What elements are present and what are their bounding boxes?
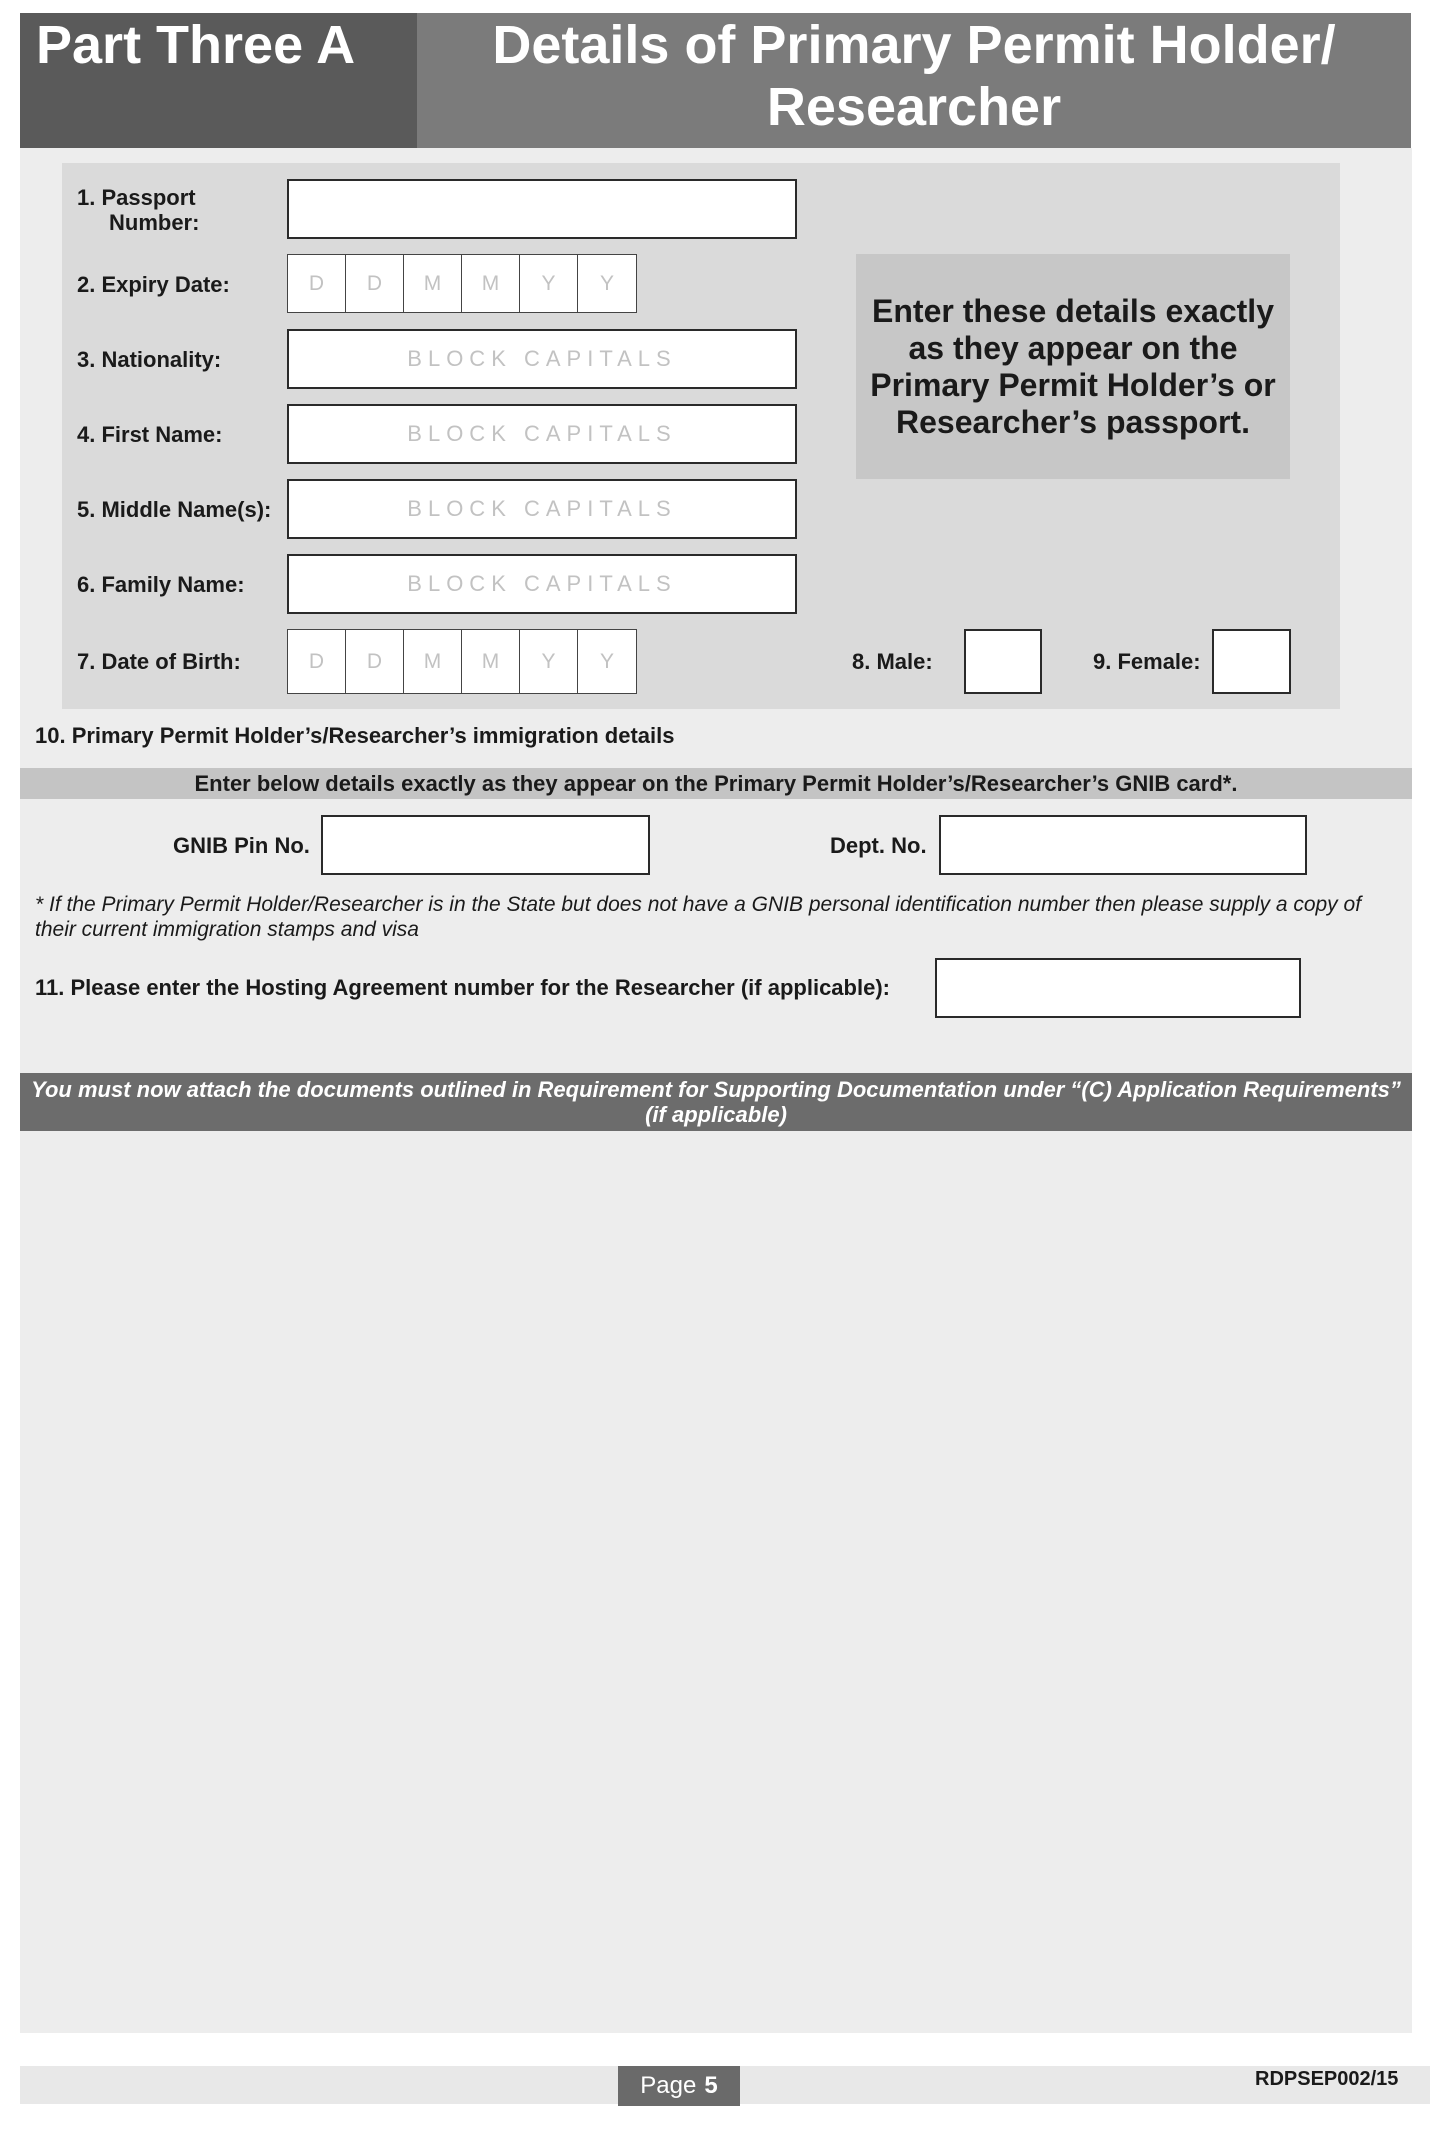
expiry-date-label: 2. Expiry Date: <box>77 272 230 297</box>
date-of-birth-field[interactable] <box>287 629 637 694</box>
dob-month-cell-1[interactable]: M <box>404 630 462 693</box>
passport-instruction-callout: Enter these details exactly as they appear on the Primary Permit Holder’s or Researcher’s passport. <box>856 254 1290 479</box>
passport-label-line1: 1. Passport <box>77 185 196 210</box>
attach-notice-line1: You must now attach the documents outlined in Requirement for Supporting Documentation under “(C) Application Requirements” <box>31 1077 1401 1102</box>
male-checkbox[interactable] <box>964 629 1042 694</box>
passport-number-label <box>77 185 199 235</box>
middle-name-field[interactable]: BLOCK CAPITALS <box>287 479 797 539</box>
female-checkbox[interactable] <box>1212 629 1291 694</box>
page-title <box>417 14 1411 138</box>
part-label: Part Three A <box>36 15 356 75</box>
expiry-date-field[interactable] <box>287 254 637 313</box>
expiry-month-cell-1[interactable]: M <box>404 255 462 312</box>
immigration-details-heading: 10. Primary Permit Holder’s/Researcher’s immigration details <box>35 723 675 748</box>
expiry-month-cell-2[interactable]: M <box>462 255 520 312</box>
male-label: 8. Male: <box>852 649 933 674</box>
family-name-field[interactable]: BLOCK CAPITALS <box>287 554 797 614</box>
page-indicator <box>618 2066 740 2106</box>
gnib-footnote: * If the Primary Permit Holder/Researcher is in the State but does not have a GNIB personal identification number then please supply a copy of their current immigration stamps and visa <box>35 893 1362 941</box>
form-code: RDPSEP002/15 <box>1255 2068 1399 2090</box>
dept-no-field[interactable] <box>939 815 1307 875</box>
gnib-pin-field[interactable] <box>321 815 650 875</box>
family-name-label: 6. Family Name: <box>77 572 245 597</box>
dob-day-cell-1[interactable]: D <box>288 630 346 693</box>
female-label: 9. Female: <box>1093 649 1201 674</box>
gnib-pin-label: GNIB Pin No. <box>173 833 310 858</box>
expiry-day-cell-1[interactable]: D <box>288 255 346 312</box>
expiry-year-cell-1[interactable]: Y <box>520 255 578 312</box>
dob-year-cell-2[interactable]: Y <box>599 649 614 673</box>
dob-month-cell-2[interactable]: M <box>462 630 520 693</box>
attach-documents-notice <box>20 1073 1412 1131</box>
date-of-birth-label: 7. Date of Birth: <box>77 649 241 674</box>
dob-year-cell-1[interactable]: Y <box>520 630 578 693</box>
hosting-agreement-label: 11. Please enter the Hosting Agreement number for the Researcher (if applicable): <box>35 975 890 1000</box>
page-word: Page <box>640 2072 697 2099</box>
expiry-year-cell-2[interactable]: Y <box>599 271 614 295</box>
passport-label-line2: Number: <box>109 210 200 235</box>
nationality-field[interactable]: BLOCK CAPITALS <box>287 329 797 389</box>
first-name-label: 4. First Name: <box>77 422 223 447</box>
page-number: 5 <box>704 2072 718 2099</box>
hosting-agreement-field[interactable] <box>935 958 1301 1018</box>
gnib-instruction-band: Enter below details exactly as they appear on the Primary Permit Holder’s/Researcher’s GNIB card*. <box>20 768 1412 799</box>
expiry-day-cell-2[interactable]: D <box>346 255 404 312</box>
dept-no-label: Dept. No. <box>830 833 927 858</box>
nationality-label: 3. Nationality: <box>77 347 222 372</box>
passport-number-field[interactable] <box>287 179 797 239</box>
page-title-line2: Researcher <box>766 77 1062 137</box>
attach-notice-line2: (if applicable) <box>645 1102 787 1127</box>
first-name-field[interactable]: BLOCK CAPITALS <box>287 404 797 464</box>
page-title-line1: Details of Primary Permit Holder/ <box>492 15 1336 75</box>
dob-day-cell-2[interactable]: D <box>346 630 404 693</box>
middle-name-label: 5. Middle Name(s): <box>77 497 272 522</box>
